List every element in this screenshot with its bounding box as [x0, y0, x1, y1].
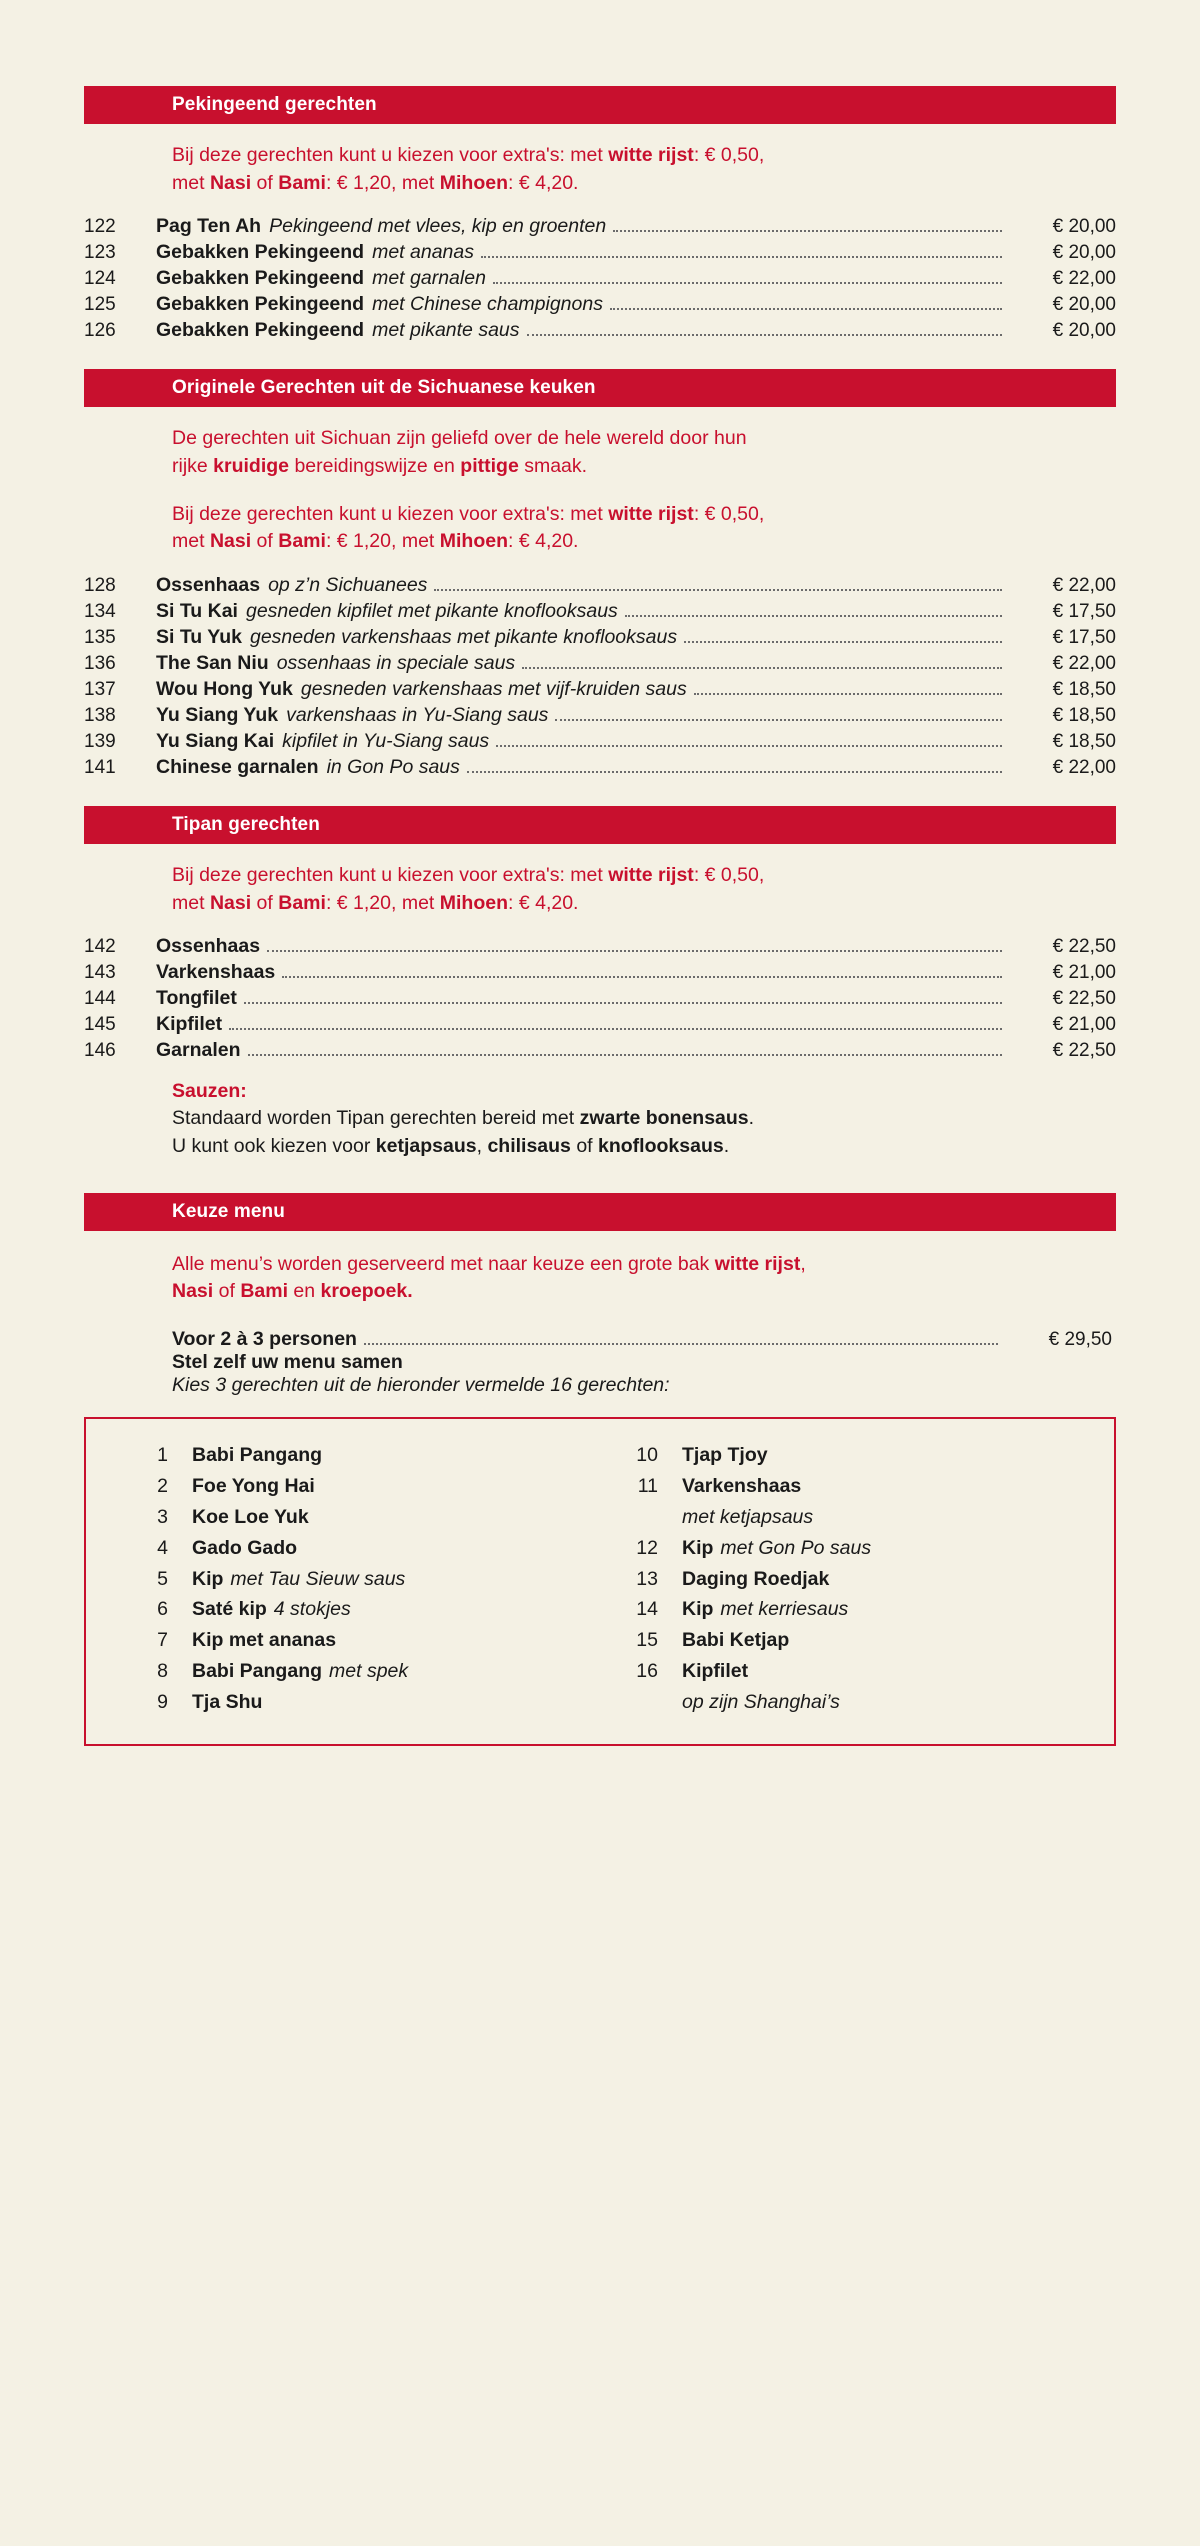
dish-price: € 18,50 — [1052, 678, 1116, 700]
choice-number: 6 — [157, 1598, 168, 1621]
dish-price: € 20,00 — [1052, 293, 1116, 315]
choice-number: 8 — [157, 1659, 168, 1682]
choice-name: Varkenshaas — [682, 1475, 802, 1498]
dish-description: met garnalen — [372, 266, 486, 289]
dish-name: Gebakken Pekingeend — [156, 240, 365, 263]
dish-name-cell — [156, 934, 1008, 960]
choice-name: Gado Gado — [192, 1536, 298, 1559]
choice-number: 5 — [157, 1567, 168, 1590]
dot-leader — [248, 1054, 1002, 1056]
choice-number: 3 — [157, 1506, 168, 1528]
choice-row — [600, 1441, 1090, 1472]
sauce-note-line: U kunt ook kiezen voor ketjapsaus, chilisaus of knoflooksaus. — [172, 1134, 730, 1157]
dish-number: 146 — [84, 1040, 116, 1061]
choice-number: 16 — [636, 1659, 658, 1682]
dish-description: varkenshaas in Yu-Siang saus — [286, 703, 549, 726]
dish-price: € 18,50 — [1052, 730, 1116, 752]
choice-name: Kip — [682, 1536, 714, 1559]
dish-price: € 22,00 — [1052, 652, 1116, 674]
dish-row — [84, 960, 1116, 986]
choice-name: Tjap Tjoy — [682, 1444, 768, 1467]
dot-leader — [522, 667, 1002, 669]
section-extras-sichuan — [84, 501, 1116, 556]
dish-description: met Chinese champignons — [372, 292, 603, 315]
dish-name: Si Tu Yuk — [156, 625, 242, 648]
dish-number: 142 — [84, 936, 116, 957]
dish-price: € 22,50 — [1052, 988, 1116, 1009]
section-header-tipan: Tipan gerechten — [84, 806, 1116, 844]
dish-row — [84, 598, 1116, 624]
dish-price: € 22,00 — [1052, 267, 1116, 289]
dish-description: in Gon Po saus — [326, 755, 460, 778]
dish-name-cell — [156, 624, 1008, 650]
choice-row — [110, 1472, 600, 1503]
intro-line: met Nasi of Bami: € 1,20, met Mihoen: € 4,20. — [172, 891, 579, 914]
dish-name-cell — [156, 986, 1008, 1012]
dish-price: € 22,50 — [1052, 936, 1116, 957]
dish-name-cell — [156, 1012, 1008, 1038]
choice-row — [600, 1687, 1090, 1718]
choice-row — [110, 1626, 600, 1657]
choice-number: 9 — [157, 1690, 168, 1713]
choice-name: Koe Loe Yuk — [192, 1506, 309, 1528]
stel-zelf-label: Stel zelf uw menu samen — [172, 1350, 403, 1373]
dot-leader — [527, 334, 1002, 336]
choice-name: Kip met ananas — [192, 1629, 337, 1652]
dot-leader — [267, 950, 1002, 952]
dish-name-cell — [156, 676, 1008, 702]
dot-leader — [625, 615, 1002, 617]
choice-column-left — [110, 1441, 600, 1718]
section-intro-pekingeend — [84, 142, 1116, 197]
dish-price: € 22,00 — [1052, 756, 1116, 778]
dish-name: Wou Hong Yuk — [156, 677, 293, 700]
dish-name-cell — [156, 265, 1008, 291]
choice-box — [84, 1417, 1116, 1746]
dish-number: 141 — [84, 756, 116, 778]
choice-number: 7 — [157, 1629, 168, 1652]
dish-name: Si Tu Kai — [156, 599, 238, 622]
dish-description: Pekingeend met vlees, kip en groenten — [269, 214, 607, 237]
choice-name: Tja Shu — [192, 1690, 263, 1713]
dish-name: Gebakken Pekingeend — [156, 318, 365, 341]
dish-number: 122 — [84, 215, 116, 237]
dish-name-cell — [156, 598, 1008, 624]
section-sichuan — [84, 369, 1116, 780]
dish-row — [84, 676, 1116, 702]
dish-name-cell — [156, 1038, 1008, 1064]
choice-row — [600, 1595, 1090, 1626]
dish-number: 139 — [84, 730, 116, 752]
section-header-sichuan: Originele Gerechten uit de Sichuanese keuken — [84, 369, 1116, 407]
intro-line: Alle menu’s worden geserveerd met naar keuze een grote bak witte rijst, — [172, 1252, 806, 1275]
dish-row — [84, 1012, 1116, 1038]
dish-row — [84, 624, 1116, 650]
dish-number: 134 — [84, 600, 116, 622]
choice-description: met spek — [329, 1659, 409, 1682]
dot-leader — [613, 230, 1002, 232]
choice-description: met Gon Po saus — [720, 1536, 872, 1559]
intro-line: Bij deze gerechten kunt u kiezen voor extra's: met witte rijst: € 0,50, — [172, 864, 765, 887]
dish-name-cell — [156, 960, 1008, 986]
dot-leader — [694, 693, 1002, 695]
dish-name: Yu Siang Yuk — [156, 703, 279, 726]
dish-description: gesneden kipfilet met pikante knoflooksaus — [245, 599, 618, 622]
dish-table — [84, 934, 1116, 1064]
dish-table-body — [84, 213, 1116, 343]
choice-name: Babi Pangang — [192, 1444, 323, 1467]
voor2-label: Voor 2 à 3 personen — [172, 1327, 357, 1350]
dot-leader — [555, 719, 1002, 721]
choice-column-right — [600, 1441, 1090, 1718]
choice-row — [600, 1472, 1090, 1503]
choice-row — [600, 1533, 1090, 1564]
dish-row — [84, 317, 1116, 343]
dish-row — [84, 1038, 1116, 1064]
choice-number: 10 — [636, 1444, 658, 1467]
dish-description: op z’n Sichuanees — [268, 573, 428, 596]
dish-number: 124 — [84, 267, 116, 289]
intro-line: rijke kruidige bereidingswijze en pittige smaak. — [172, 455, 588, 478]
dish-name: Garnalen — [156, 1039, 241, 1061]
dish-name: Gebakken Pekingeend — [156, 292, 365, 315]
dish-name: The San Niu — [156, 651, 269, 674]
section-intro-tipan — [84, 862, 1116, 917]
dish-table-body — [84, 572, 1116, 780]
dot-leader — [481, 256, 1002, 258]
dish-row — [84, 650, 1116, 676]
dish-name-cell — [156, 317, 1008, 343]
dish-price: € 20,00 — [1052, 319, 1116, 341]
choice-number: 2 — [157, 1475, 168, 1498]
dish-description: kipfilet in Yu-Siang saus — [282, 729, 490, 752]
choice-description: met Tau Sieuw saus — [230, 1567, 406, 1590]
dish-description: met pikante saus — [372, 318, 520, 341]
choice-row — [110, 1533, 600, 1564]
dish-row — [84, 291, 1116, 317]
dish-number: 145 — [84, 1014, 116, 1035]
menu-content — [84, 86, 1116, 1746]
intro-line: Bij deze gerechten kunt u kiezen voor extra's: met witte rijst: € 0,50, — [172, 502, 765, 525]
dish-price: € 20,00 — [1052, 241, 1116, 263]
intro-line: De gerechten uit Sichuan zijn geliefd over de hele wereld door hun — [172, 427, 747, 450]
choice-description: met ketjapsaus — [682, 1506, 814, 1528]
dish-price: € 17,50 — [1052, 626, 1116, 648]
dish-name-cell — [156, 291, 1008, 317]
dish-number: 128 — [84, 574, 116, 596]
choice-number: 14 — [636, 1598, 658, 1621]
choice-number: 11 — [637, 1475, 658, 1498]
choice-name: Daging Roedjak — [682, 1567, 830, 1590]
choice-name: Foe Yong Hai — [192, 1475, 315, 1498]
dish-row — [84, 702, 1116, 728]
choice-row — [110, 1564, 600, 1595]
dot-leader — [467, 771, 1002, 773]
dish-price: € 22,50 — [1052, 1040, 1116, 1061]
dish-list-pekingeend — [84, 213, 1116, 343]
intro-line: met Nasi of Bami: € 1,20, met Mihoen: € 4,20. — [172, 530, 579, 553]
dot-leader — [244, 1002, 1002, 1004]
dish-description: gesneden varkenshaas met vijf-kruiden saus — [300, 677, 687, 700]
choice-row — [110, 1503, 600, 1534]
intro-line: Nasi of Bami en kroepoek. — [172, 1280, 413, 1303]
dish-price: € 17,50 — [1052, 600, 1116, 622]
dish-list-tipan — [84, 934, 1116, 1064]
intro-line: Bij deze gerechten kunt u kiezen voor extra's: met witte rijst: € 0,50, — [172, 144, 765, 166]
choice-description: op zijn Shanghai’s — [682, 1690, 840, 1713]
choice-number: 15 — [636, 1629, 658, 1652]
dish-number: 125 — [84, 293, 116, 315]
dish-name-cell — [156, 650, 1008, 676]
voor2-price: € 29,50 — [1048, 1328, 1112, 1350]
dish-name-cell — [156, 728, 1008, 754]
dish-price: € 18,50 — [1052, 704, 1116, 726]
keuze-intro — [84, 1251, 1116, 1306]
dish-name-cell — [156, 702, 1008, 728]
dish-row — [84, 239, 1116, 265]
dish-name: Chinese garnalen — [156, 755, 319, 778]
dish-name: Tongfilet — [156, 987, 237, 1009]
section-pekingeend — [84, 86, 1116, 343]
dish-price: € 21,00 — [1052, 962, 1116, 983]
dish-table — [84, 213, 1116, 343]
dish-number: 126 — [84, 319, 116, 341]
dish-row — [84, 728, 1116, 754]
dish-description: met ananas — [372, 240, 474, 263]
dish-name: Ossenhaas — [156, 935, 261, 957]
dish-row — [84, 986, 1116, 1012]
dish-price: € 22,00 — [1052, 574, 1116, 596]
choice-row — [110, 1595, 600, 1626]
dish-name: Varkenshaas — [156, 961, 276, 983]
choice-name: Kipfilet — [682, 1659, 749, 1682]
choice-description: 4 stokjes — [273, 1598, 351, 1621]
sauce-note-heading: Sauzen: — [172, 1079, 247, 1102]
section-header-keuze: Keuze menu — [84, 1193, 1116, 1231]
dish-name-cell — [156, 754, 1008, 780]
intro-line: met Nasi of Bami: € 1,20, met Mihoen: € 4,20. — [172, 171, 579, 194]
dish-number: 138 — [84, 704, 116, 726]
kies-label: Kies 3 gerechten uit de hieronder vermelde 16 gerechten: — [172, 1373, 670, 1396]
dish-description: ossenhaas in speciale saus — [276, 651, 516, 674]
dish-list-sichuan — [84, 572, 1116, 780]
dish-name: Gebakken Pekingeend — [156, 266, 365, 289]
dish-table — [84, 572, 1116, 780]
dot-leader — [229, 1028, 1002, 1030]
dish-number: 144 — [84, 988, 116, 1009]
section-tipan — [84, 806, 1116, 1160]
choice-description: met kerriesaus — [720, 1598, 849, 1621]
dish-number: 137 — [84, 678, 116, 700]
dish-price: € 21,00 — [1052, 1014, 1116, 1035]
dot-leader — [434, 589, 1002, 591]
dish-row — [84, 265, 1116, 291]
dot-leader — [493, 282, 1002, 284]
sauce-note-line: Standaard worden Tipan gerechten bereid met zwarte bonensaus. — [172, 1107, 755, 1130]
dish-name: Yu Siang Kai — [156, 729, 275, 752]
section-intro-sichuan — [84, 425, 1116, 480]
dish-name: Ossenhaas — [156, 573, 261, 596]
section-header-pekingeend: Pekingeend gerechten — [84, 86, 1116, 124]
dish-name: Kipfilet — [156, 1013, 223, 1035]
dish-row — [84, 572, 1116, 598]
dot-leader — [610, 308, 1002, 310]
choice-name: Babi Pangang — [192, 1659, 323, 1682]
dish-number: 143 — [84, 962, 116, 983]
choice-row — [600, 1564, 1090, 1595]
choice-number: 13 — [636, 1567, 658, 1590]
dish-name-cell — [156, 239, 1008, 265]
dot-leader — [282, 976, 1002, 978]
choice-name: Saté kip — [192, 1598, 267, 1621]
choice-number: 1 — [157, 1444, 168, 1467]
choice-row — [600, 1656, 1090, 1687]
dish-row — [84, 934, 1116, 960]
choice-row — [110, 1687, 600, 1718]
choice-name: Kip — [192, 1567, 224, 1590]
dot-leader — [364, 1343, 998, 1345]
choice-row — [600, 1503, 1090, 1534]
choice-number: 4 — [157, 1536, 168, 1559]
sauce-note — [84, 1078, 1116, 1161]
dish-row — [84, 213, 1116, 239]
choice-row — [110, 1656, 600, 1687]
section-keuze-menu — [84, 1193, 1116, 1746]
dish-description: gesneden varkenshaas met pikante knoflooksaus — [249, 625, 678, 648]
dish-name-cell — [156, 572, 1008, 598]
choice-row — [600, 1626, 1090, 1657]
keuze-pricing — [84, 1328, 1116, 1397]
dish-price: € 20,00 — [1052, 215, 1116, 237]
dish-row — [84, 754, 1116, 780]
choice-name: Kip — [682, 1598, 714, 1621]
dish-number: 123 — [84, 241, 116, 263]
dot-leader — [496, 745, 1002, 747]
dish-name: Pag Ten Ah — [156, 214, 262, 237]
voor2-row — [172, 1328, 1112, 1351]
dish-number: 136 — [84, 652, 116, 674]
choice-number: 12 — [636, 1536, 658, 1559]
dish-table-body — [84, 934, 1116, 1064]
choice-name: Babi Ketjap — [682, 1629, 790, 1652]
choice-row — [110, 1441, 600, 1472]
dish-name-cell — [156, 213, 1008, 239]
dot-leader — [684, 641, 1002, 643]
dish-number: 135 — [84, 626, 116, 648]
